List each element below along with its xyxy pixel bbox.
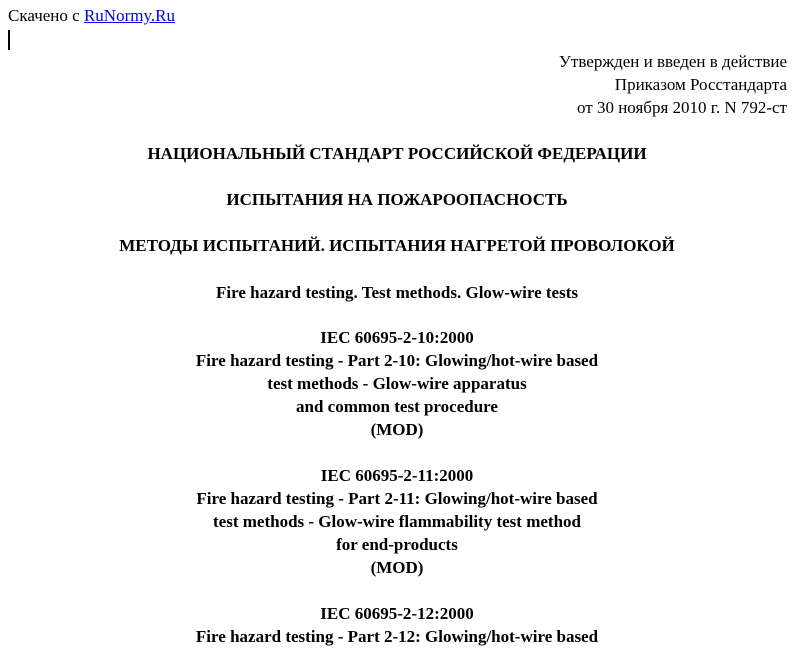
reference-code: IEC 60695-2-10:2000 xyxy=(320,328,474,347)
source-prefix: Скачено с xyxy=(8,6,84,25)
approval-block xyxy=(559,50,787,119)
reference-line: Fire hazard testing - Part 2-12: Glowing/hot-wire based xyxy=(195,627,599,646)
text-cursor xyxy=(8,30,10,50)
reference-line: and common test procedure xyxy=(296,397,498,416)
reference-block xyxy=(0,602,794,648)
methods-title: МЕТОДЫ ИСПЫТАНИЙ. ИСПЫТАНИЯ НАГРЕТОЙ ПРОВОЛОКОЙ xyxy=(119,236,675,255)
source-line xyxy=(8,5,175,27)
reference-line: test methods - Glow-wire apparatus xyxy=(267,374,527,393)
reference-block xyxy=(0,326,794,441)
source-link[interactable]: RuNormy.Ru xyxy=(83,6,175,25)
reference-line: (MOD) xyxy=(370,558,424,577)
reference-line: (MOD) xyxy=(370,420,424,439)
national-standard-title: НАЦИОНАЛЬНЫЙ СТАНДАРТ РОССИЙСКОЙ ФЕДЕРАЦИИ xyxy=(147,144,647,163)
approval-line: Приказом Росстандарта xyxy=(614,75,787,94)
approval-line: Утвержден и введен в действие xyxy=(558,52,787,71)
approval-line: от 30 ноября 2010 г. N 792-ст xyxy=(577,98,787,117)
fire-testing-title: ИСПЫТАНИЯ НА ПОЖАРООПАСНОСТЬ xyxy=(226,190,568,209)
reference-line: Fire hazard testing - Part 2-11: Glowing/hot-wire based xyxy=(196,489,598,508)
reference-line: for end-products xyxy=(336,535,458,554)
english-title: Fire hazard testing. Test methods. Glow-wire tests xyxy=(215,283,578,302)
reference-code: IEC 60695-2-12:2000 xyxy=(320,604,474,623)
reference-code: IEC 60695-2-11:2000 xyxy=(320,466,474,485)
reference-line: test methods - Glow-wire flammability test method xyxy=(213,512,581,531)
reference-line: Fire hazard testing - Part 2-10: Glowing/hot-wire based xyxy=(195,351,599,370)
reference-block xyxy=(0,464,794,579)
